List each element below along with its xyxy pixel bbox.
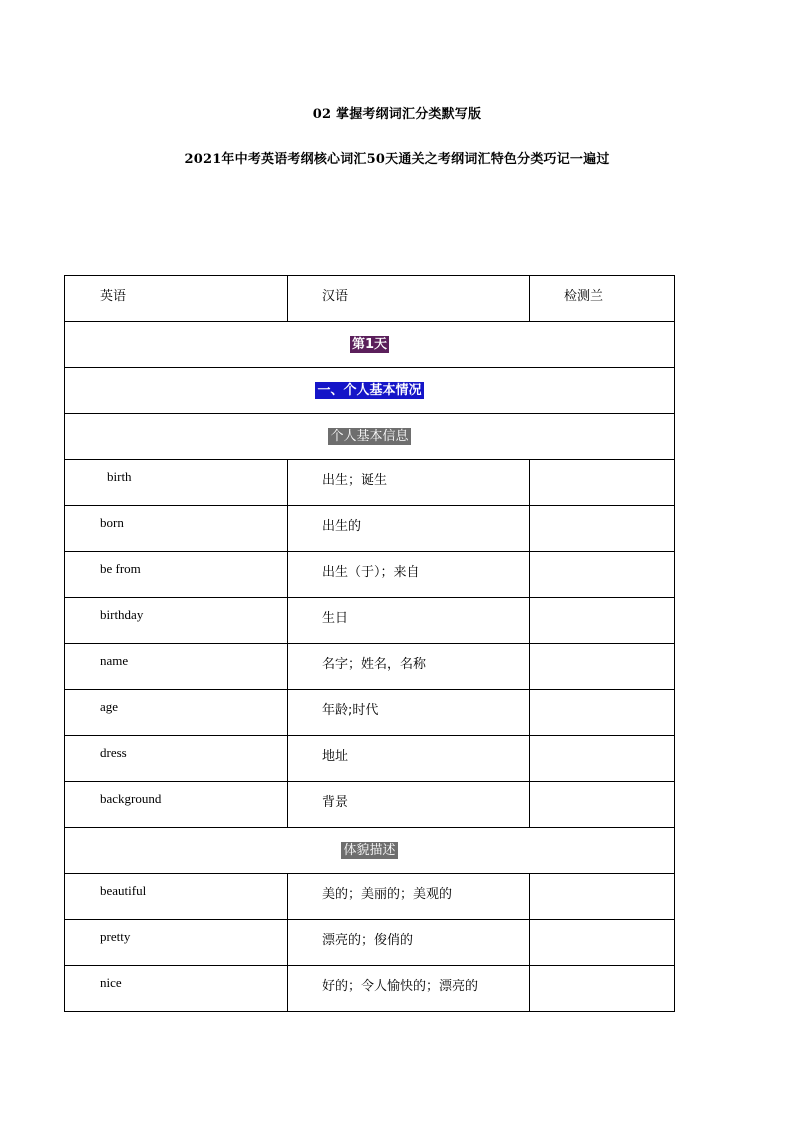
table-row: [65, 920, 675, 966]
section-label: 一、个人基本情况: [317, 383, 422, 398]
chinese-meaning: 出生；诞生: [322, 473, 388, 488]
day-label: 第1天: [351, 337, 388, 352]
document-title: 02 掌握考纲词汇分类默写版: [312, 107, 482, 122]
table-row: [65, 644, 675, 690]
table-header-row: [65, 276, 675, 322]
group-label: 个人基本信息: [330, 429, 409, 444]
table-row: [65, 506, 675, 552]
check-cell[interactable]: [530, 920, 675, 966]
check-cell[interactable]: [530, 690, 675, 736]
english-word: nice: [100, 975, 122, 990]
chinese-meaning: 美的；美丽的；美观的: [322, 887, 453, 902]
check-cell[interactable]: [530, 506, 675, 552]
section-row: [65, 368, 675, 414]
chinese-meaning: 生日: [322, 611, 349, 626]
table-row: [65, 460, 675, 506]
english-word: name: [100, 653, 129, 668]
table-row: [65, 552, 675, 598]
chinese-meaning: 年龄;时代: [322, 703, 379, 718]
english-word: beautiful: [100, 883, 147, 898]
english-word: pretty: [100, 929, 131, 944]
english-word: age: [100, 699, 119, 714]
chinese-meaning: 名字；姓名，名称: [322, 657, 427, 672]
table-row: [65, 966, 675, 1012]
header-english: 英语: [65, 276, 288, 322]
english-word: be from: [100, 561, 141, 576]
english-word: birthday: [100, 607, 144, 622]
check-cell[interactable]: [530, 966, 675, 1012]
group-row: [65, 414, 675, 460]
header-check: 检测兰: [530, 276, 675, 322]
table-row: [65, 598, 675, 644]
check-cell[interactable]: [530, 460, 675, 506]
vocabulary-table: [64, 275, 675, 1012]
check-cell[interactable]: [530, 874, 675, 920]
chinese-meaning: 背景: [322, 795, 349, 810]
table-row: [65, 736, 675, 782]
chinese-meaning: 好的；令人愉快的；漂亮的: [322, 979, 479, 994]
english-word: background: [100, 791, 162, 806]
english-word: born: [100, 515, 124, 530]
group-label: 体貌描述: [343, 843, 396, 858]
english-word: birth: [107, 469, 132, 484]
check-cell[interactable]: [530, 782, 675, 828]
check-cell[interactable]: [530, 736, 675, 782]
table-row: [65, 782, 675, 828]
day-row: [65, 322, 675, 368]
chinese-meaning: 地址: [322, 749, 349, 764]
check-cell[interactable]: [530, 598, 675, 644]
document-subtitle: 2021年中考英语考纲核心词汇50天通关之考纲词汇特色分类巧记一遍过: [184, 152, 610, 167]
header-chinese: 汉语: [288, 276, 530, 322]
chinese-meaning: 漂亮的；俊俏的: [322, 933, 414, 948]
check-cell[interactable]: [530, 644, 675, 690]
english-word: dress: [100, 745, 127, 760]
group-row: [65, 828, 675, 874]
table-row: [65, 690, 675, 736]
check-cell[interactable]: [530, 552, 675, 598]
table-row: [65, 874, 675, 920]
chinese-meaning: 出生的: [322, 519, 362, 534]
chinese-meaning: 出生（于）；来自: [322, 565, 420, 580]
